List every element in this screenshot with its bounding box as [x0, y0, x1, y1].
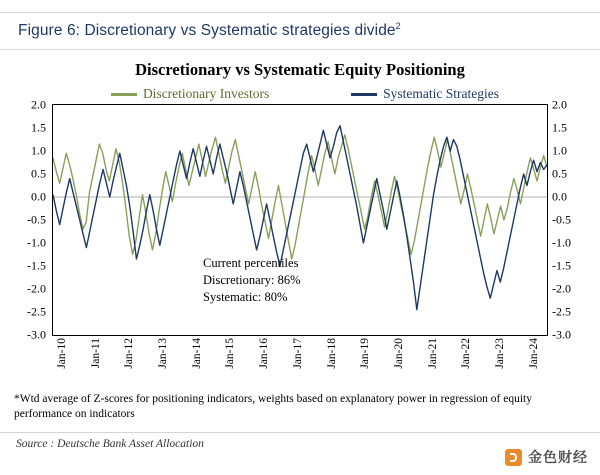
annotation-line-2: Discretionary: 86%	[203, 272, 301, 287]
chart-footnote: *Wtd average of Z-scores for positioning indicators, weights based on explanatory power in regression of equity performance on indicators	[14, 393, 532, 420]
x-axis-tick: Jan-18	[325, 338, 338, 369]
current-percentiles-annotation	[203, 255, 301, 306]
y-axis-tick: -1.5	[27, 258, 46, 273]
y-axis-left	[10, 97, 50, 342]
y-axis-tick: -2.0	[552, 281, 571, 296]
watermark	[505, 447, 588, 467]
x-axis-tick: Jan-16	[258, 338, 271, 369]
y-axis-tick: 2.0	[31, 97, 46, 112]
source-separator	[0, 432, 600, 433]
legend-label-systematic: Systematic Strategies	[383, 86, 500, 101]
figure-header-text: Figure 6: Discretionary vs Systematic strategies divide	[18, 22, 396, 40]
y-axis-tick: -0.5	[27, 212, 46, 227]
y-axis-tick: 0.0	[31, 189, 46, 204]
legend-item-systematic	[351, 86, 499, 102]
annotation-line-3: Systematic: 80%	[203, 289, 288, 304]
x-axis-tick: Jan-11	[89, 338, 102, 369]
y-axis-tick: -1.0	[27, 235, 46, 250]
y-axis-tick: -3.0	[552, 327, 571, 342]
legend-swatch-systematic	[351, 93, 377, 96]
plot-wrapper	[10, 97, 590, 369]
y-axis-tick: -0.5	[552, 212, 571, 227]
x-axis-tick: Jan-14	[190, 338, 203, 369]
x-axis-tick: Jan-24	[527, 338, 540, 369]
y-axis-tick: 0.5	[552, 166, 567, 181]
source-line: Source : Deutsche Bank Asset Allocation	[16, 438, 204, 450]
y-axis-tick: -1.5	[552, 258, 571, 273]
x-axis-tick: Jan-23	[494, 338, 507, 369]
y-axis-tick: -2.5	[27, 304, 46, 319]
legend-swatch-discretionary	[111, 93, 137, 96]
y-axis-tick: 1.0	[31, 143, 46, 158]
x-axis-tick: Jan-13	[157, 338, 170, 369]
watermark-label: 金色财经	[528, 449, 588, 465]
y-axis-right	[548, 97, 588, 342]
chart-legend	[70, 86, 540, 102]
coin-logo-icon	[505, 449, 522, 466]
y-axis-tick: 0.5	[31, 166, 46, 181]
y-axis-tick: 0.0	[552, 189, 567, 204]
y-axis-tick: -3.0	[27, 327, 46, 342]
y-axis-tick: 1.0	[552, 143, 567, 158]
x-axis-tick: Jan-10	[56, 338, 68, 369]
x-axis-tick: Jan-20	[392, 338, 405, 369]
x-axis-labels	[52, 338, 548, 390]
plot-area	[52, 104, 548, 336]
y-axis-tick: 1.5	[31, 120, 46, 135]
y-axis-tick: -2.5	[552, 304, 571, 319]
figure-header-superscript: 2	[395, 21, 401, 32]
y-axis-tick: -2.0	[27, 281, 46, 296]
y-axis-tick: 1.5	[552, 120, 567, 135]
y-axis-tick: -1.0	[552, 235, 571, 250]
y-axis-tick: 2.0	[552, 97, 567, 112]
x-axis-tick: Jan-12	[123, 338, 136, 369]
legend-item-discretionary	[111, 86, 269, 102]
legend-label-discretionary: Discretionary Investors	[142, 86, 270, 101]
annotation-line-1: Current percentiles	[203, 256, 299, 270]
chart-block	[10, 60, 590, 410]
x-axis-tick: Jan-15	[224, 338, 237, 369]
x-axis-tick: Jan-17	[291, 338, 304, 369]
chart-title: Discretionary vs Systematic Equity Positioning	[135, 60, 465, 79]
figure-header	[0, 12, 600, 50]
x-axis-tick: Jan-21	[426, 338, 439, 369]
figure-header-title	[0, 21, 401, 40]
x-axis-tick: Jan-19	[359, 338, 372, 369]
x-axis-tick: Jan-22	[460, 338, 473, 369]
